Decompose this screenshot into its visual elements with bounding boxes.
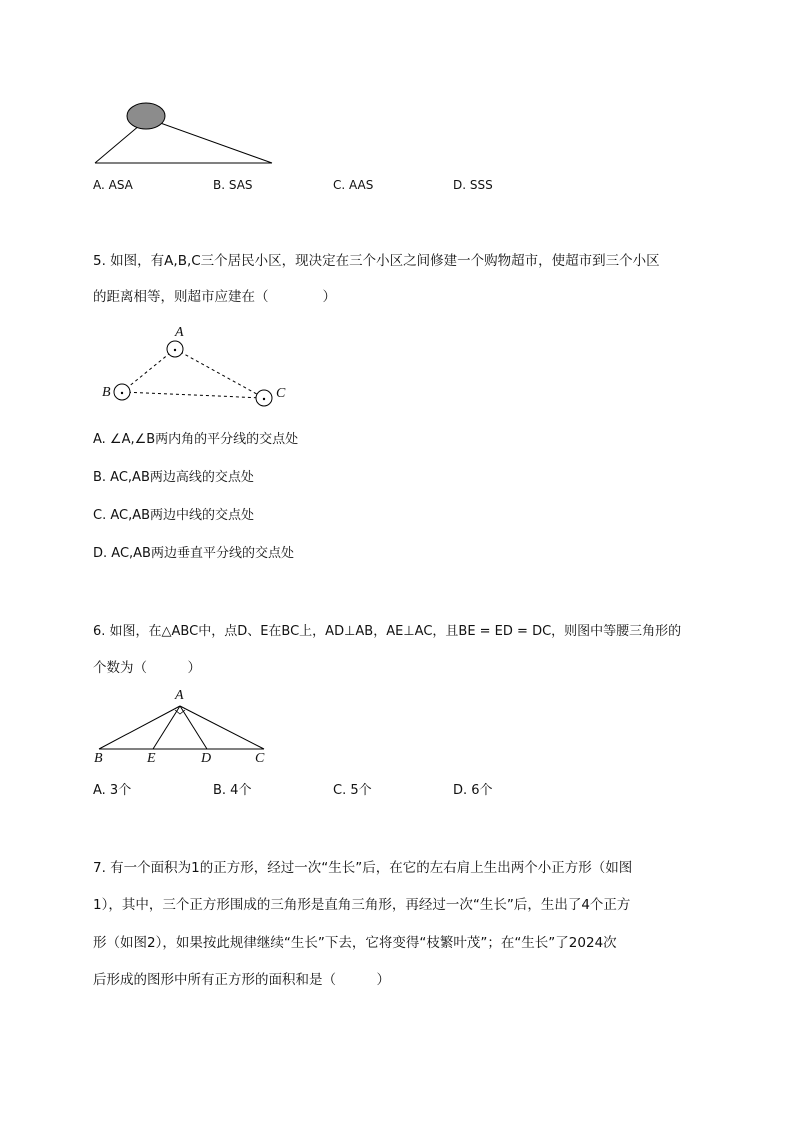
q5-option-c[interactable]: C. AC,AB两边中线的交点处 (93, 508, 255, 523)
q5-label-b: B (102, 385, 111, 400)
q7-stem-line1: 7. 有一个面积为1的正方形，经过一次“生长”后，在它的左右肩上生出两个小正方形（如图 (93, 860, 633, 876)
q4-option-b[interactable]: B. SAS (213, 178, 253, 192)
q5-label-a: A (175, 325, 184, 340)
q5-stem-line1: 5. 如图，有A,B,C三个居民小区，现决定在三个小区之间修建一个购物超市，使超市到三个小区 (93, 253, 660, 269)
q7-stem-line2: 1），其中，三个正方形围成的三角形是直角三角形，再经过一次“生长”后，生出了4个正方 (93, 897, 631, 913)
q6-stem-line2: 个数为（ ） (93, 660, 201, 676)
q6-option-b[interactable]: B. 4个 (213, 783, 252, 798)
q5-label-c: C (276, 386, 286, 401)
q5-option-b[interactable]: B. AC,AB两边高线的交点处 (93, 470, 254, 485)
q5-stem-line2: 的距离相等，则超市应建在（ ） (93, 289, 336, 305)
q6-stem-line1: 6. 如图，在△ABC中，点D、E在BC上，AD⊥AB，AE⊥AC，且BE = ED = DC，则图中等腰三角形的 (93, 624, 682, 639)
q6-label-c: C (255, 751, 265, 766)
q6-option-c[interactable]: C. 5个 (333, 783, 372, 798)
q4-option-d[interactable]: D. SSS (453, 178, 493, 192)
q5-option-a[interactable]: A. ∠A,∠B两内角的平分线的交点处 (93, 432, 299, 447)
q4-shaded-ellipse (127, 103, 165, 129)
q5-circle-b (114, 384, 130, 400)
q6-option-a[interactable]: A. 3个 (93, 783, 132, 798)
q6-option-d[interactable]: D. 6个 (453, 783, 493, 798)
q4-option-c[interactable]: C. AAS (333, 178, 374, 192)
q5-circle-a (167, 341, 183, 357)
q7-stem-line4: 后形成的图形中所有正方形的面积和是（ ） (93, 972, 390, 988)
q6-label-b: B (94, 751, 103, 766)
q6-label-e: E (147, 751, 156, 766)
q7-stem-line3: 形（如图2），如果按此规律继续“生长”下去，它将变得“枝繁叶茂”；在“生长”了2024次 (93, 935, 617, 951)
q4-option-a[interactable]: A. ASA (93, 178, 133, 192)
q6-label-d: D (201, 751, 212, 766)
q6-label-a: A (175, 688, 184, 703)
q5-option-d[interactable]: D. AC,AB两边垂直平分线的交点处 (93, 546, 294, 561)
q5-circle-c (256, 390, 272, 406)
